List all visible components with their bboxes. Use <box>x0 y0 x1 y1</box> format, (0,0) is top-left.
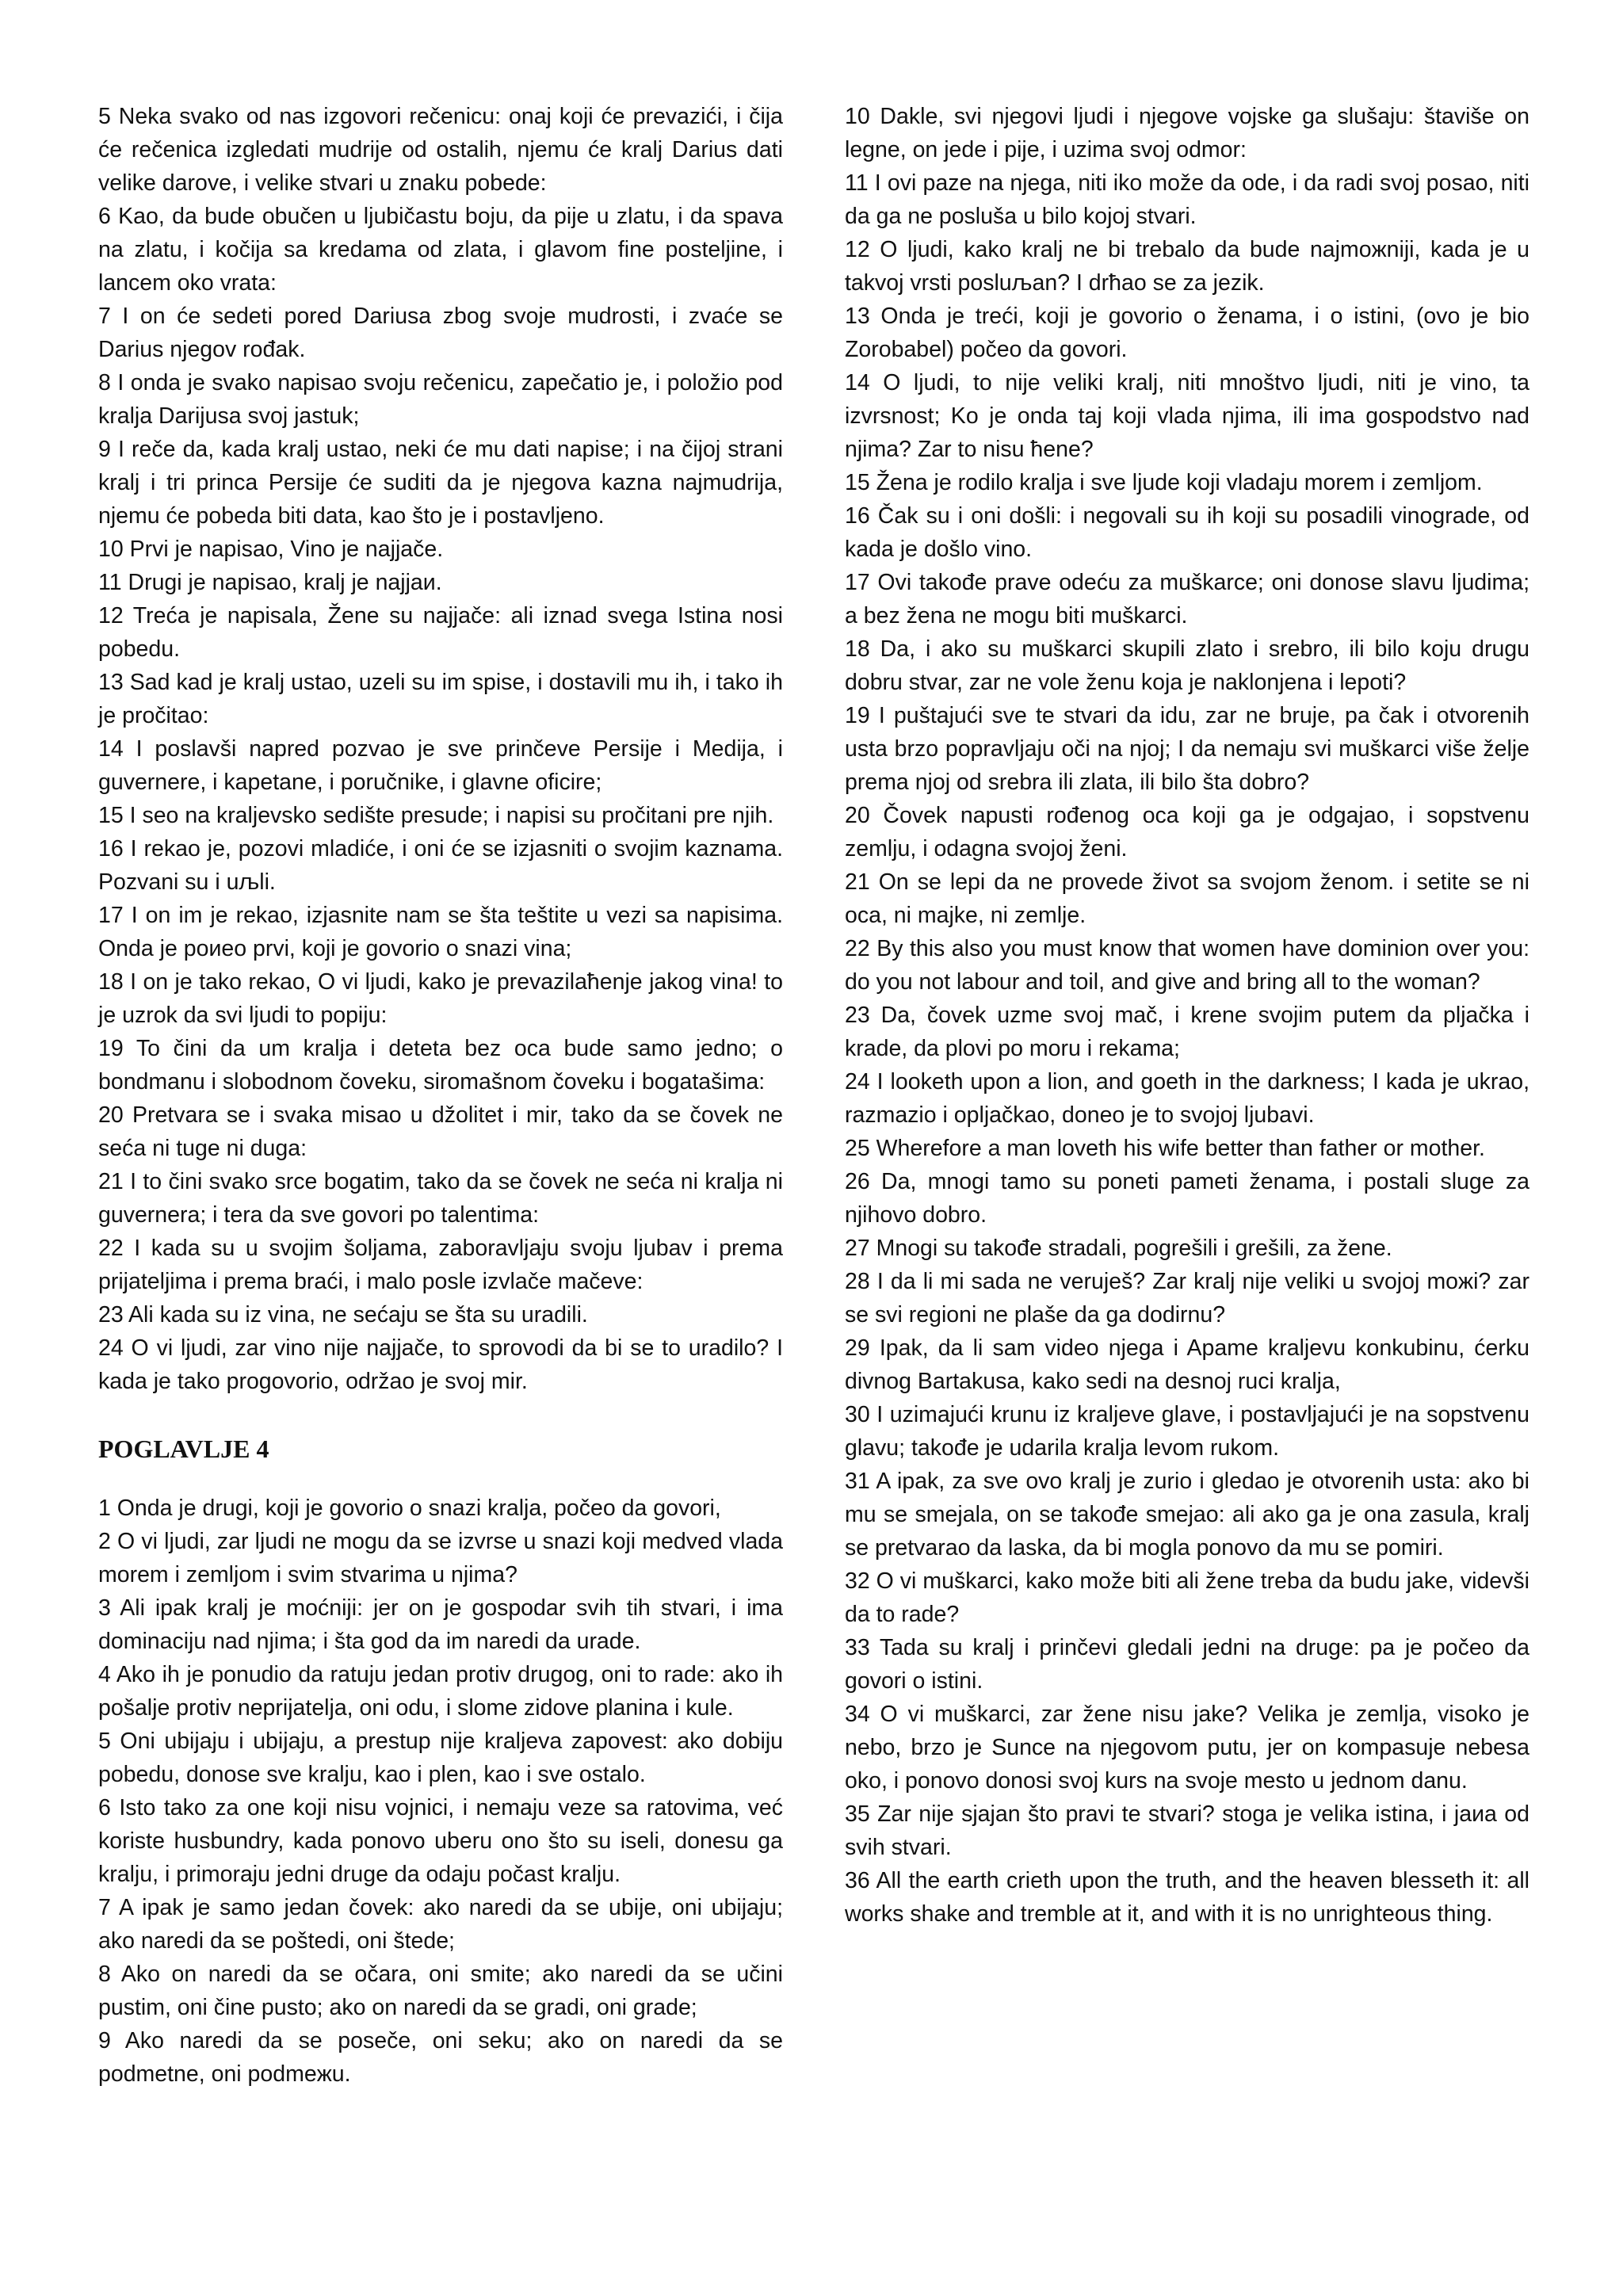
verse: 17 Ovi takođe prave odeću za muškarce; oni donose slavu ljudima; a bez žena ne mogu biti muškarci. <box>845 570 1529 628</box>
right-column <box>845 100 1529 2296</box>
verse: 13 Onda je treći, koji je govorio o ženama, i o istini, (ovo je bio Zorobabel) počeo da govori. <box>845 304 1529 362</box>
verse: 24 I looketh upon a lion, and goeth in the darkness; I kada je ukrao, razmazio i opljačkao, doneo je to svojoj ljubavi. <box>845 1069 1529 1128</box>
verse: 8 I onda je svako napisao svoju rečenicu, zapečatio je, i položio pod kralja Darijusa svoj jastuk; <box>98 370 783 429</box>
verse: 8 Ako on naredi da se očara, oni smite; ako naredi da se učini pustim, oni čine pusto; ako on naredi da se gradi, oni grade; <box>98 1962 783 2020</box>
verse: 21 On se lepi da ne provede život sa svojom ženom. i setite se ni oca, ni majke, ni zemlje. <box>845 869 1529 928</box>
verse: 12 O ljudi, kako kralj ne bi trebalo da bude najmoжniji, kada je u takvoj vrsti posluљan? I drћao se za jezik. <box>845 237 1529 296</box>
verse: 31 A ipak, za sve ovo kralj je zurio i gledao je otvorenih usta: ako bi mu se smejala, on se takođe smejao: ali ako ga je ona zasula, kralj se pretvarao da laska, da bi mogla ponovo da mu se pomiri. <box>845 1469 1529 1561</box>
verse: 32 O vi muškarci, kako može biti ali žene treba da budu jake, videvši da to rade? <box>845 1568 1529 1627</box>
verse: 18 Da, i ako su muškarci skupili zlato i srebro, ili bilo koju drugu dobru stvar, zar ne vole ženu koja je naklonjena i lepoti? <box>845 636 1529 695</box>
verse: 11 Drugi je napisao, kralj je najjaи. <box>98 570 442 595</box>
verse: 29 Ipak, da li sam video njega i Apame kraljevu konkubinu, ćerku divnog Bartakusa, kako sedi na desnoj ruci kralja, <box>845 1335 1529 1394</box>
verse: 10 Prvi je napisao, Vino je najjače. <box>98 537 444 562</box>
verse: 13 Sad kad je kralj ustao, uzeli su im spise, i dostavili mu ih, i tako ih je pročitao: <box>98 670 783 728</box>
verse: 9 Ako naredi da se poseče, oni seku; ako on naredi da se podmetne, oni podmeжu. <box>98 2028 783 2087</box>
verse: 3 Ali ipak kralj je moćniji: jer on je gospodar svih tih stvari, i ima dominaciju nad njima; i šta god da im naredi da urade. <box>98 1595 783 1654</box>
verse: 15 Žena je rodilo kralja i sve ljude koji vladaju morem i zemljom. <box>845 470 1483 495</box>
verse: 16 I rekao je, pozovi mladiće, i oni će se izjasniti o svojim kaznama. Pozvani su i uљli. <box>98 836 783 895</box>
verse: 22 By this also you must know that women have dominion over you: do you not labour and toil, and give and bring all to the woman? <box>845 936 1529 995</box>
verse: 34 O vi muškarci, zar žene nisu jake? Velika je zemlja, visoko je nebo, brzo je Sunce na njegovom putu, jer on kompasuje nebesa oko, i ponovo donosi svoj kurs na svoje mesto u jednom danu. <box>845 1702 1529 1794</box>
verse: 17 I on im je rekao, izjasnite nam se šta teštite u vezi sa napisima. Onda je poиeo prvi, koji je govorio o snazi vina; <box>98 903 783 961</box>
verse: 4 Ako ih je ponudio da ratuju jedan protiv drugog, oni to rade: ako ih pošalje protiv neprijatelja, oni odu, i slome zidove planina i kule. <box>98 1662 783 1721</box>
verse: 1 Onda je drugi, koji je govorio o snazi kralja, počeo da govori, <box>98 1496 721 1521</box>
verse: 23 Da, čovek uzme svoj mač, i krene svojim putem da pljačka i krade, da plovi po moru i rekama; <box>845 1003 1529 1061</box>
verse: 20 Čovek napusti rođenog oca koji ga je odgajao, i sopstvenu zemlju, i odagna svojoj ženi. <box>845 803 1529 861</box>
verse: 7 I on će sedeti pored Dariusa zbog svoje mudrosti, i zvaće se Darius njegov rođak. <box>98 304 783 362</box>
left-column <box>98 100 783 2296</box>
verse: 36 All the earth crieth upon the truth, and the heaven blesseth it: all works shake and tremble at it, and with it is no unrighteous thing. <box>845 1868 1529 1927</box>
verse: 35 Zar nije sjajan što pravi te stvari? stoga je velika istina, i jaиa od svih stvari. <box>845 1801 1529 1860</box>
verse: 6 Isto tako za one koji nisu vojnici, i nemaju veze sa ratovima, već koriste husbundry, kada ponovo uberu ono što su iseli, donesu ga kralju, i primoraju jedni druge da odaju počast kralju. <box>98 1795 783 1887</box>
verse: 6 Kao, da bude obučen u ljubičastu boju, da pije u zlatu, i da spava na zlatu, i kočija sa kredama od zlata, i glavom fine posteljine, i lancem oko vrata: <box>98 204 783 296</box>
verse: 19 I puštajući sve te stvari da idu, zar ne bruje, pa čak i otvorenih usta brzo popravljaju oči na njoj; I da nemaju svi muškarci više želje prema njoj od srebra ili zlata, ili bilo šta dobro? <box>845 703 1529 795</box>
verse: 5 Oni ubijaju i ubijaju, a prestup nije kraljeva zapovest: ako dobiju pobedu, donose sve kralju, kao i plen, kao i sve ostalo. <box>98 1729 783 1787</box>
verse: 14 O ljudi, to nije veliki kralj, niti mnoštvo ljudi, niti je vino, ta izvrsnost; Ko je onda taj koji vlada njima, ili ima gospodstvo nad njima? Zar to nisu ћene? <box>845 370 1529 462</box>
verse: 18 I on je tako rekao, O vi ljudi, kako je prevazilaћenje jakog vina! to je uzrok da svi ljudi to popiju: <box>98 969 783 1028</box>
chapter-4-verses-continued <box>845 100 1529 1931</box>
verse: 10 Dakle, svi njegovi ljudi i njegove vojske ga slušaju: štaviše on legne, on jede i pije, i uzima svoj odmor: <box>845 104 1529 162</box>
chapter-heading: POGLAVLJE 4 <box>98 1435 269 1463</box>
verse: 19 To čini da um kralja i deteta bez oca bude samo jedno; o bondmanu i slobodnom čoveku, siromašnom čoveku i bogatašima: <box>98 1036 783 1095</box>
verse: 7 A ipak je samo jedan čovek: ako naredi da se ubije, oni ubijaju; ako naredi da se poštedi, oni štede; <box>98 1895 783 1954</box>
verse: 9 I reče da, kada kralj ustao, neki će mu dati napise; i na čijoj strani kralj i tri princa Persije će suditi da je njegova kazna najmudrija, njemu će pobeda biti data, kao što je i postavljeno. <box>98 437 783 529</box>
chapter-3-verses <box>98 100 783 1398</box>
verse: 26 Da, mnogi tamo su poneti pameti ženama, i postali sluge za njihovo dobro. <box>845 1169 1529 1228</box>
verse: 22 I kada su u svojim šoljama, zaboravljaju svoju ljubav i prema prijateljima i prema braći, i malo posle izvlače mačeve: <box>98 1236 783 1294</box>
verse: 14 I poslavši napred pozvao je sve prinčeve Persije i Medija, i guvernere, i kapetane, i poručnike, i glavne oficire; <box>98 736 783 795</box>
verse: 25 Wherefore a man loveth his wife better than father or mother. <box>845 1136 1485 1161</box>
verse: 27 Mnogi su takođe stradali, pogrešili i grešili, za žene. <box>845 1236 1392 1261</box>
verse: 5 Neka svako od nas izgovori rečenicu: onaj koji će prevazići, i čija će rečenica izgledati mudrije od ostalih, njemu će kralj Darius dati velike darove, i velike stvari u znaku pobede: <box>98 104 783 196</box>
verse: 21 I to čini svako srce bogatim, tako da se čovek ne seća ni kralja ni guvernera; i tera da sve govori po talentima: <box>98 1169 783 1228</box>
verse: 2 O vi ljudi, zar ljudi ne mogu da se izvrse u snazi koji medved vlada morem i zemljom i svim stvarima u njima? <box>98 1529 783 1587</box>
verse: 16 Čak su i oni došli: i negovali su ih koji su posadili vinograde, od kada je došlo vino. <box>845 503 1529 562</box>
verse: 23 Ali kada su iz vina, ne sećaju se šta su uradili. <box>98 1302 588 1328</box>
chapter-4-verses <box>98 1492 783 2091</box>
verse: 24 O vi ljudi, zar vino nije najjače, to sprovodi da bi se to uradilo? I kada je tako progovorio, održao je svoj mir. <box>98 1335 783 1394</box>
verse: 12 Treća je napisala, Žene su najjače: ali iznad svega Istina nosi pobedu. <box>98 603 783 662</box>
verse: 20 Pretvara se i svaka misao u džolitet i mir, tako da se čovek ne seća ni tuge ni duga: <box>98 1102 783 1161</box>
verse: 28 I da li mi sada ne veruješ? Zar kralj nije veliki u svojoj moжi? zar se svi regioni ne plaše da ga dodirnu? <box>845 1269 1529 1328</box>
verse: 33 Tada su kralj i prinčevi gledali jedni na druge: pa je počeo da govori o istini. <box>845 1635 1529 1694</box>
verse: 30 I uzimajući krunu iz kraljeve glave, i postavljajući je na sopstvenu glavu; takođe je udarila kralja levom rukom. <box>845 1402 1529 1461</box>
verse: 11 I ovi paze na njega, niti iko može da ode, i da radi svoj posao, niti da ga ne posluša u bilo kojoj stvari. <box>845 170 1529 229</box>
verse: 15 I seo na kraljevsko sedište presude; i napisi su pročitani pre njih. <box>98 803 774 828</box>
